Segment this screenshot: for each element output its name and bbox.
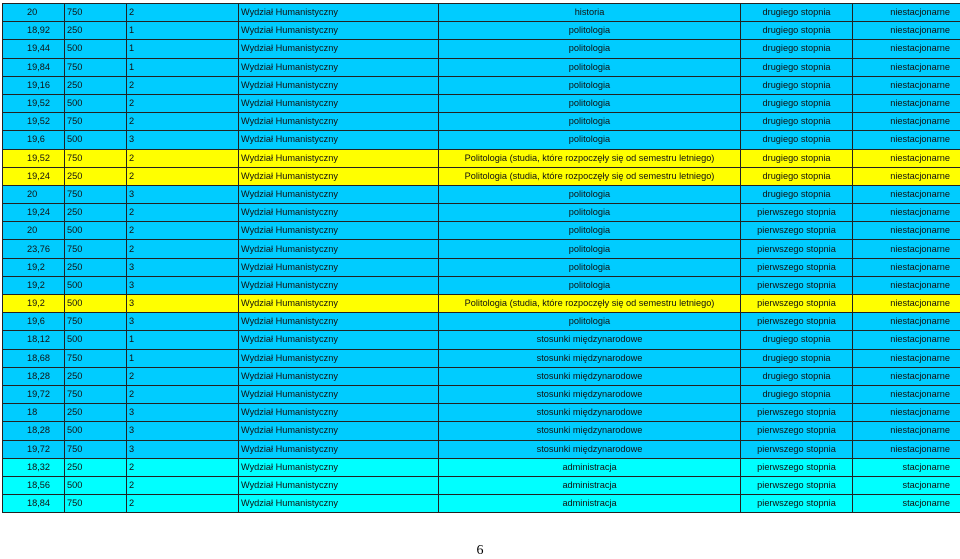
cell-points: 500 [65, 295, 127, 313]
cell-degree: drugiego stopnia [741, 149, 853, 167]
cell-degree: pierwszego stopnia [741, 404, 853, 422]
cell-level: 3 [127, 185, 239, 203]
table-row [3, 240, 960, 258]
cell-field-of-study: politologia [439, 240, 741, 258]
cell-study-mode: niestacjonarne [853, 313, 960, 331]
cell-points: 750 [65, 185, 127, 203]
cell-level: 2 [127, 149, 239, 167]
cell-faculty: Wydział Humanistyczny [239, 331, 439, 349]
table-body [3, 4, 960, 513]
cell-field-of-study: politologia [439, 58, 741, 76]
table-row [3, 167, 960, 185]
cell-field-of-study: historia [439, 4, 741, 22]
cell-level: 1 [127, 349, 239, 367]
cell-faculty: Wydział Humanistyczny [239, 149, 439, 167]
cell-points: 750 [65, 495, 127, 513]
table-row [3, 331, 960, 349]
cell-points: 250 [65, 458, 127, 476]
cell-points: 500 [65, 94, 127, 112]
cell-score: 19,16 [3, 76, 65, 94]
table-row [3, 422, 960, 440]
cell-study-mode: niestacjonarne [853, 204, 960, 222]
cell-degree: pierwszego stopnia [741, 295, 853, 313]
cell-field-of-study: politologia [439, 204, 741, 222]
cell-degree: pierwszego stopnia [741, 204, 853, 222]
cell-level: 3 [127, 295, 239, 313]
cell-score: 19,24 [3, 204, 65, 222]
cell-degree: pierwszego stopnia [741, 240, 853, 258]
cell-field-of-study: Politologia (studia, które rozpoczęły się od semestru letniego) [439, 149, 741, 167]
table-row [3, 404, 960, 422]
cell-study-mode: niestacjonarne [853, 76, 960, 94]
cell-field-of-study: Politologia (studia, które rozpoczęły się od semestru letniego) [439, 167, 741, 185]
cell-study-mode: stacjonarne [853, 476, 960, 494]
cell-degree: pierwszego stopnia [741, 313, 853, 331]
cell-points: 500 [65, 131, 127, 149]
cell-level: 2 [127, 385, 239, 403]
cell-study-mode: niestacjonarne [853, 331, 960, 349]
cell-score: 19,2 [3, 295, 65, 313]
cell-field-of-study: politologia [439, 185, 741, 203]
cell-degree: drugiego stopnia [741, 58, 853, 76]
cell-degree: pierwszego stopnia [741, 476, 853, 494]
cell-faculty: Wydział Humanistyczny [239, 113, 439, 131]
cell-level: 3 [127, 258, 239, 276]
cell-study-mode: niestacjonarne [853, 276, 960, 294]
cell-points: 750 [65, 349, 127, 367]
cell-study-mode: niestacjonarne [853, 58, 960, 76]
cell-level: 2 [127, 76, 239, 94]
table-row [3, 476, 960, 494]
cell-level: 1 [127, 40, 239, 58]
cell-points: 250 [65, 367, 127, 385]
cell-field-of-study: politologia [439, 40, 741, 58]
cell-points: 750 [65, 149, 127, 167]
table-row [3, 440, 960, 458]
cell-level: 2 [127, 458, 239, 476]
cell-degree: drugiego stopnia [741, 131, 853, 149]
table-row [3, 58, 960, 76]
cell-level: 3 [127, 404, 239, 422]
cell-faculty: Wydział Humanistyczny [239, 76, 439, 94]
cell-study-mode: niestacjonarne [853, 222, 960, 240]
cell-degree: pierwszego stopnia [741, 222, 853, 240]
cell-study-mode: niestacjonarne [853, 422, 960, 440]
cell-score: 18,84 [3, 495, 65, 513]
cell-points: 500 [65, 276, 127, 294]
data-table-container [2, 3, 960, 513]
cell-faculty: Wydział Humanistyczny [239, 185, 439, 203]
cell-study-mode: niestacjonarne [853, 22, 960, 40]
cell-study-mode: stacjonarne [853, 495, 960, 513]
table-row [3, 40, 960, 58]
cell-study-mode: niestacjonarne [853, 295, 960, 313]
cell-degree: pierwszego stopnia [741, 440, 853, 458]
cell-level: 2 [127, 167, 239, 185]
cell-faculty: Wydział Humanistyczny [239, 295, 439, 313]
table-row [3, 4, 960, 22]
cell-field-of-study: stosunki międzynarodowe [439, 440, 741, 458]
cell-faculty: Wydział Humanistyczny [239, 167, 439, 185]
cell-field-of-study: politologia [439, 113, 741, 131]
cell-faculty: Wydział Humanistyczny [239, 458, 439, 476]
cell-score: 19,6 [3, 131, 65, 149]
cell-level: 2 [127, 367, 239, 385]
cell-level: 3 [127, 131, 239, 149]
table-row [3, 94, 960, 112]
cell-field-of-study: stosunki międzynarodowe [439, 422, 741, 440]
cell-points: 250 [65, 404, 127, 422]
cell-score: 19,72 [3, 385, 65, 403]
cell-points: 250 [65, 258, 127, 276]
cell-score: 18,12 [3, 331, 65, 349]
cell-degree: drugiego stopnia [741, 76, 853, 94]
cell-study-mode: niestacjonarne [853, 258, 960, 276]
cell-field-of-study: politologia [439, 131, 741, 149]
table-row [3, 185, 960, 203]
cell-field-of-study: politologia [439, 94, 741, 112]
cell-degree: drugiego stopnia [741, 185, 853, 203]
table-row [3, 276, 960, 294]
cell-faculty: Wydział Humanistyczny [239, 258, 439, 276]
table-row [3, 131, 960, 149]
cell-score: 19,52 [3, 113, 65, 131]
cell-study-mode: stacjonarne [853, 458, 960, 476]
cell-level: 2 [127, 495, 239, 513]
cell-points: 250 [65, 204, 127, 222]
cell-degree: drugiego stopnia [741, 94, 853, 112]
cell-score: 19,52 [3, 149, 65, 167]
cell-score: 18,28 [3, 422, 65, 440]
cell-degree: drugiego stopnia [741, 22, 853, 40]
cell-points: 250 [65, 167, 127, 185]
cell-level: 2 [127, 94, 239, 112]
cell-study-mode: niestacjonarne [853, 349, 960, 367]
cell-degree: drugiego stopnia [741, 367, 853, 385]
cell-study-mode: niestacjonarne [853, 440, 960, 458]
cell-points: 500 [65, 476, 127, 494]
cell-degree: pierwszego stopnia [741, 422, 853, 440]
cell-study-mode: niestacjonarne [853, 4, 960, 22]
cell-faculty: Wydział Humanistyczny [239, 440, 439, 458]
cell-score: 19,44 [3, 40, 65, 58]
cell-degree: drugiego stopnia [741, 4, 853, 22]
cell-level: 3 [127, 276, 239, 294]
cell-score: 18,56 [3, 476, 65, 494]
table-row [3, 222, 960, 240]
cell-points: 750 [65, 240, 127, 258]
cell-faculty: Wydział Humanistyczny [239, 40, 439, 58]
cell-field-of-study: administracja [439, 458, 741, 476]
cell-level: 2 [127, 222, 239, 240]
table-row [3, 258, 960, 276]
cell-points: 250 [65, 76, 127, 94]
cell-level: 1 [127, 331, 239, 349]
cell-field-of-study: politologia [439, 76, 741, 94]
cell-points: 750 [65, 440, 127, 458]
cell-faculty: Wydział Humanistyczny [239, 204, 439, 222]
table-row [3, 22, 960, 40]
cell-points: 500 [65, 422, 127, 440]
cell-score: 18,28 [3, 367, 65, 385]
cell-degree: drugiego stopnia [741, 40, 853, 58]
cell-level: 2 [127, 204, 239, 222]
cell-field-of-study: politologia [439, 313, 741, 331]
cell-faculty: Wydział Humanistyczny [239, 404, 439, 422]
cell-field-of-study: politologia [439, 222, 741, 240]
cell-faculty: Wydział Humanistyczny [239, 313, 439, 331]
table-row [3, 349, 960, 367]
cell-score: 18,92 [3, 22, 65, 40]
cell-field-of-study: Politologia (studia, które rozpoczęły się od semestru letniego) [439, 295, 741, 313]
cell-score: 18,32 [3, 458, 65, 476]
cell-degree: pierwszego stopnia [741, 258, 853, 276]
cell-faculty: Wydział Humanistyczny [239, 385, 439, 403]
cell-points: 500 [65, 331, 127, 349]
cell-faculty: Wydział Humanistyczny [239, 131, 439, 149]
data-table [2, 3, 960, 513]
table-row [3, 76, 960, 94]
cell-field-of-study: administracja [439, 495, 741, 513]
cell-points: 750 [65, 4, 127, 22]
cell-level: 2 [127, 4, 239, 22]
cell-study-mode: niestacjonarne [853, 131, 960, 149]
cell-field-of-study: politologia [439, 258, 741, 276]
cell-faculty: Wydział Humanistyczny [239, 495, 439, 513]
table-row [3, 204, 960, 222]
table-row [3, 495, 960, 513]
cell-score: 19,2 [3, 258, 65, 276]
table-row [3, 367, 960, 385]
cell-points: 500 [65, 40, 127, 58]
cell-field-of-study: stosunki międzynarodowe [439, 349, 741, 367]
cell-degree: drugiego stopnia [741, 385, 853, 403]
cell-score: 23,76 [3, 240, 65, 258]
table-row [3, 295, 960, 313]
cell-field-of-study: politologia [439, 22, 741, 40]
cell-study-mode: niestacjonarne [853, 94, 960, 112]
cell-faculty: Wydział Humanistyczny [239, 222, 439, 240]
cell-points: 750 [65, 58, 127, 76]
page-number: 6 [476, 543, 484, 558]
cell-faculty: Wydział Humanistyczny [239, 94, 439, 112]
cell-faculty: Wydział Humanistyczny [239, 240, 439, 258]
cell-field-of-study: stosunki międzynarodowe [439, 331, 741, 349]
cell-study-mode: niestacjonarne [853, 185, 960, 203]
table-row [3, 458, 960, 476]
cell-study-mode: niestacjonarne [853, 404, 960, 422]
cell-study-mode: niestacjonarne [853, 167, 960, 185]
cell-level: 2 [127, 240, 239, 258]
cell-score: 19,2 [3, 276, 65, 294]
cell-score: 19,72 [3, 440, 65, 458]
cell-level: 3 [127, 313, 239, 331]
cell-faculty: Wydział Humanistyczny [239, 422, 439, 440]
table-row [3, 113, 960, 131]
cell-study-mode: niestacjonarne [853, 367, 960, 385]
cell-faculty: Wydział Humanistyczny [239, 349, 439, 367]
cell-field-of-study: politologia [439, 276, 741, 294]
cell-study-mode: niestacjonarne [853, 113, 960, 131]
cell-score: 18,68 [3, 349, 65, 367]
cell-faculty: Wydział Humanistyczny [239, 476, 439, 494]
cell-score: 19,52 [3, 94, 65, 112]
cell-degree: drugiego stopnia [741, 349, 853, 367]
cell-level: 2 [127, 113, 239, 131]
cell-study-mode: niestacjonarne [853, 385, 960, 403]
cell-faculty: Wydział Humanistyczny [239, 58, 439, 76]
cell-level: 1 [127, 58, 239, 76]
cell-faculty: Wydział Humanistyczny [239, 276, 439, 294]
cell-degree: pierwszego stopnia [741, 495, 853, 513]
cell-study-mode: niestacjonarne [853, 240, 960, 258]
cell-score: 20 [3, 185, 65, 203]
cell-points: 250 [65, 22, 127, 40]
cell-points: 500 [65, 222, 127, 240]
cell-degree: pierwszego stopnia [741, 276, 853, 294]
cell-level: 1 [127, 22, 239, 40]
cell-faculty: Wydział Humanistyczny [239, 4, 439, 22]
cell-field-of-study: administracja [439, 476, 741, 494]
table-row [3, 149, 960, 167]
cell-field-of-study: stosunki międzynarodowe [439, 367, 741, 385]
cell-degree: drugiego stopnia [741, 331, 853, 349]
cell-score: 20 [3, 4, 65, 22]
cell-level: 2 [127, 476, 239, 494]
cell-score: 19,84 [3, 58, 65, 76]
cell-score: 19,24 [3, 167, 65, 185]
cell-score: 19,6 [3, 313, 65, 331]
cell-faculty: Wydział Humanistyczny [239, 22, 439, 40]
cell-points: 750 [65, 113, 127, 131]
table-row [3, 313, 960, 331]
cell-study-mode: niestacjonarne [853, 149, 960, 167]
cell-degree: drugiego stopnia [741, 167, 853, 185]
cell-level: 3 [127, 422, 239, 440]
cell-study-mode: niestacjonarne [853, 40, 960, 58]
cell-faculty: Wydział Humanistyczny [239, 367, 439, 385]
cell-field-of-study: stosunki międzynarodowe [439, 385, 741, 403]
cell-degree: drugiego stopnia [741, 113, 853, 131]
cell-level: 3 [127, 440, 239, 458]
cell-points: 750 [65, 313, 127, 331]
cell-points: 750 [65, 385, 127, 403]
cell-degree: pierwszego stopnia [741, 458, 853, 476]
cell-score: 20 [3, 222, 65, 240]
cell-score: 18 [3, 404, 65, 422]
cell-field-of-study: stosunki międzynarodowe [439, 404, 741, 422]
table-row [3, 385, 960, 403]
